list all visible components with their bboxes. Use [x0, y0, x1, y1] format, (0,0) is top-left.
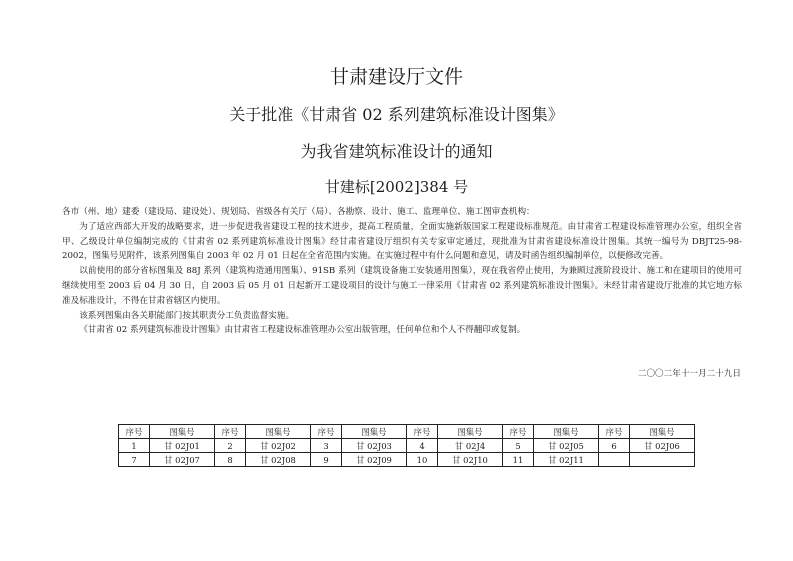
table-cell: 8 — [215, 453, 246, 467]
table-cell: 3 — [311, 439, 342, 453]
header-cell: 图集号 — [630, 425, 695, 439]
table-cell: 9 — [311, 453, 342, 467]
header-cell: 序号 — [119, 425, 150, 439]
table-cell: 11 — [503, 453, 534, 467]
table-cell — [630, 453, 695, 467]
paragraph-1: 为了适应西部大开发的战略要求，进一步促进我省建设工程的技术进步，提高工程质量，全面实施新版国家工程建设标准规范。由甘肃省工程建设标准管理办公室，组织全省甲、乙级设计单位编制完成的《甘肃省 02 系列建筑标准设计图集》经甘肃省建设厅组织有关专家审定通过，现批准为甘肃省建设标准设计图集。其统一编号为 DBJT25-98-2002，图集号见附件，该系列图集自 2003 年 02 月 01 日起在全省范围内实施。在实施过程中有什么问题和意见，请及时函告组织编制单位，以便修改完善。 — [62, 221, 742, 262]
table-cell: 7 — [119, 453, 150, 467]
header-cell: 图集号 — [150, 425, 215, 439]
table-cell: 甘 02J06 — [630, 439, 695, 453]
table-cell: 甘 02J05 — [534, 439, 599, 453]
table-row — [119, 439, 695, 453]
table-header-row — [119, 425, 695, 439]
subject-line-2: 为我省建筑标准设计的通知 — [300, 142, 493, 161]
table-cell: 甘 02J07 — [150, 453, 215, 467]
header-cell: 图集号 — [246, 425, 311, 439]
atlas-index-table — [118, 424, 695, 467]
table-cell: 甘 02J10 — [438, 453, 503, 467]
table-cell: 甘 02J03 — [342, 439, 407, 453]
table-cell: 2 — [215, 439, 246, 453]
subject-line-1: 关于批准《甘肃省 02 系列建筑标准设计图集》 — [229, 105, 564, 124]
notice-body — [62, 205, 742, 338]
table-row — [119, 453, 695, 467]
table-cell: 甘 02J09 — [342, 453, 407, 467]
header-cell: 序号 — [407, 425, 438, 439]
table-cell — [599, 453, 630, 467]
salutation: 各市（州、地）建委（建设局、建设处）、规划局、省级各有关厅（局）、各勘察、设计、施工、监理单位、施工图审查机构： — [62, 207, 535, 217]
paragraph-2: 以前使用的部分省标图集及 88J 系列（建筑构造通用图集）、91SB 系列（建筑设备施工安装通用图集），现在我省停止使用，为兼顾过渡阶段设计、施工和在建项目的使用可继续使用至 2003 后 04 月 30 日，自 2003 后 05 月 01 日起新开工建设项目的设计与施工一律采用《甘肃省 02 系列建筑标准设计图集》。未经甘肃省建设厅批准的其它地方标准及标准设计，不得在甘肃省辖区内使用。 — [62, 266, 742, 306]
header-cell: 序号 — [215, 425, 246, 439]
table-cell: 1 — [119, 439, 150, 453]
header-cell: 序号 — [503, 425, 534, 439]
header-cell: 图集号 — [534, 425, 599, 439]
table-cell: 5 — [503, 439, 534, 453]
table-cell: 甘 02J02 — [246, 439, 311, 453]
table-cell: 甘 02J01 — [150, 439, 215, 453]
paragraph-4: 《甘肃省 02 系列建筑标准设计图集》由甘肃省工程建设标准管理办公室出版管理，任何单位和个人不得翻印或复制。 — [79, 325, 526, 336]
document-title: 甘肃建设厅文件 — [329, 66, 463, 88]
table-cell: 4 — [407, 439, 438, 453]
table-cell: 甘 02J11 — [534, 453, 599, 467]
paragraph-3: 该系列图集由各关职能部门按其职责分工负责监督实施。 — [79, 310, 295, 321]
issue-date: 二〇〇二年十一月二十九日 — [637, 369, 741, 379]
document-number: 甘建标[2002]384 号 — [324, 178, 469, 196]
table-cell: 6 — [599, 439, 630, 453]
header-cell: 序号 — [311, 425, 342, 439]
table-cell: 甘 02J08 — [246, 453, 311, 467]
header-cell: 图集号 — [438, 425, 503, 439]
table-cell: 10 — [407, 453, 438, 467]
table-cell: 甘 02J4 — [438, 439, 503, 453]
header-cell: 图集号 — [342, 425, 407, 439]
header-cell: 序号 — [599, 425, 630, 439]
